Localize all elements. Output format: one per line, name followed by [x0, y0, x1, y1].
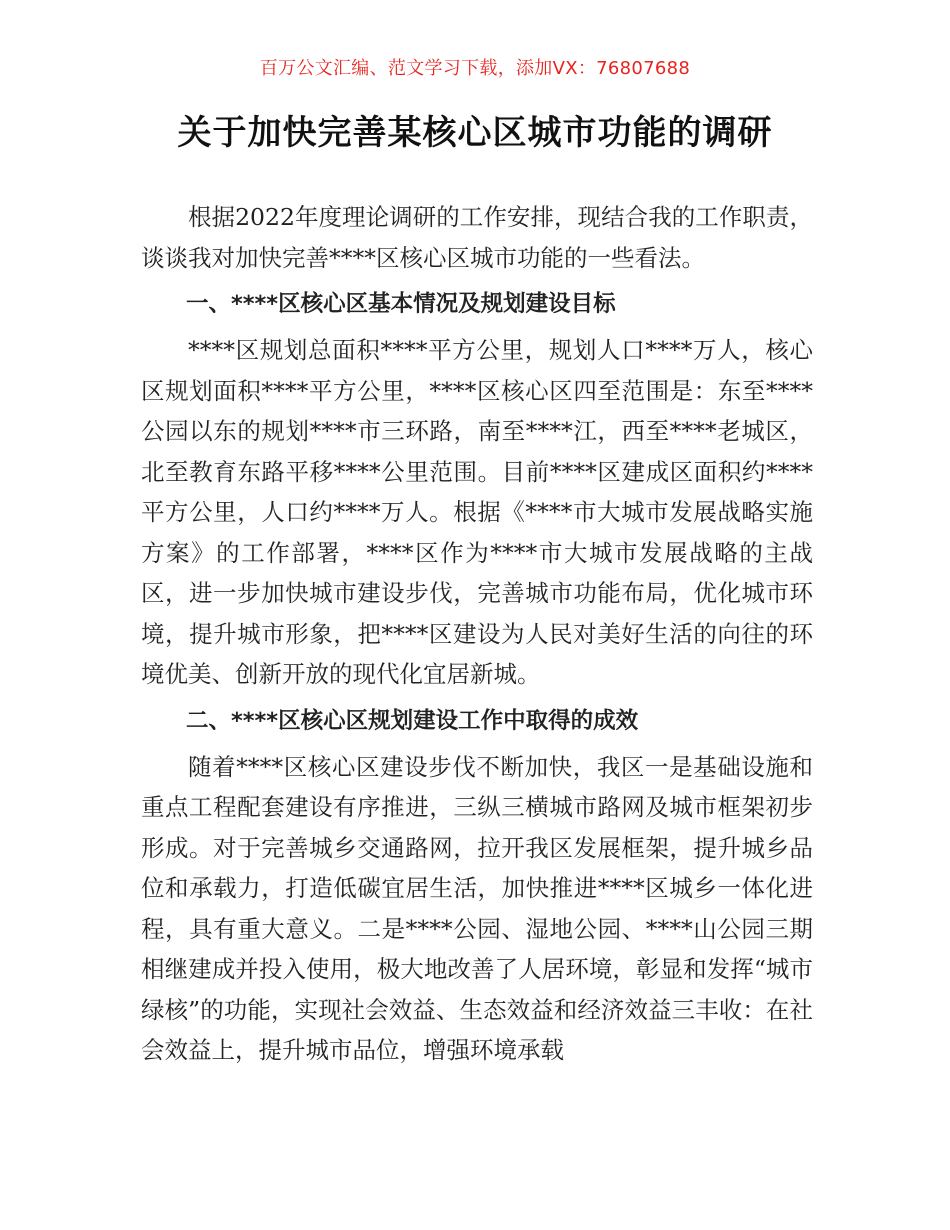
- intro-paragraph: 根据2022年度理论调研的工作安排，现结合我的工作职责，谈谈我对加快完善****区核心区城市功能的一些看法。: [141, 203, 813, 272]
- document-title: 关于加快完善某核心区城市功能的调研: [177, 113, 773, 153]
- watermark-banner: 百万公文汇编、范文学习下载，添加VX：76807688: [259, 58, 691, 79]
- section-heading-2: 二、****区核心区规划建设工作中取得的成效: [186, 707, 639, 734]
- section-heading-1: 一、****区核心区基本情况及规划建设目标: [186, 291, 616, 317]
- section-paragraph-2: 随着****区核心区建设步伐不断加快，我区一是基础设施和重点工程配套建设有序推进，三纵三横城市路网及城市框架初步形成。对于完善城乡交通路网，拉开我区发展框架，提升城乡品位和承载力，打造低碳宜居生活，加快推进****区城乡一体化进程，具有重大意义。二是****公园、湿地公园、****山公园三期相继建成并投入使用，极大地改善了人居环境，彰显和发挥“城市绿核”的功能，实现社会效益、生态效益和经济效益三丰收：在社会效益上，提升城市品位，增强环境承载: [141, 752, 813, 1064]
- document-body: [141, 197, 813, 1071]
- section-paragraph-1: ****区规划总面积****平方公里，规划人口****万人，核心区规划面积****平方公里，****区核心区四至范围是：东至****公园以东的规划****市三环路，南至****江，西至****老城区，北至教育东路平移****公里范围。目前****区建成区面积约****平方公里，人口约****万人。根据《****市大城市发展战略实施方案》的工作部署，****区作为****市大城市发展战略的主战区，进一步加快城市建设步伐，完善城市功能布局，优化城市环境，提升城市形象，把****区建设为人民对美好生活的向往的环境优美、创新开放的现代化宜居新城。: [141, 336, 813, 688]
